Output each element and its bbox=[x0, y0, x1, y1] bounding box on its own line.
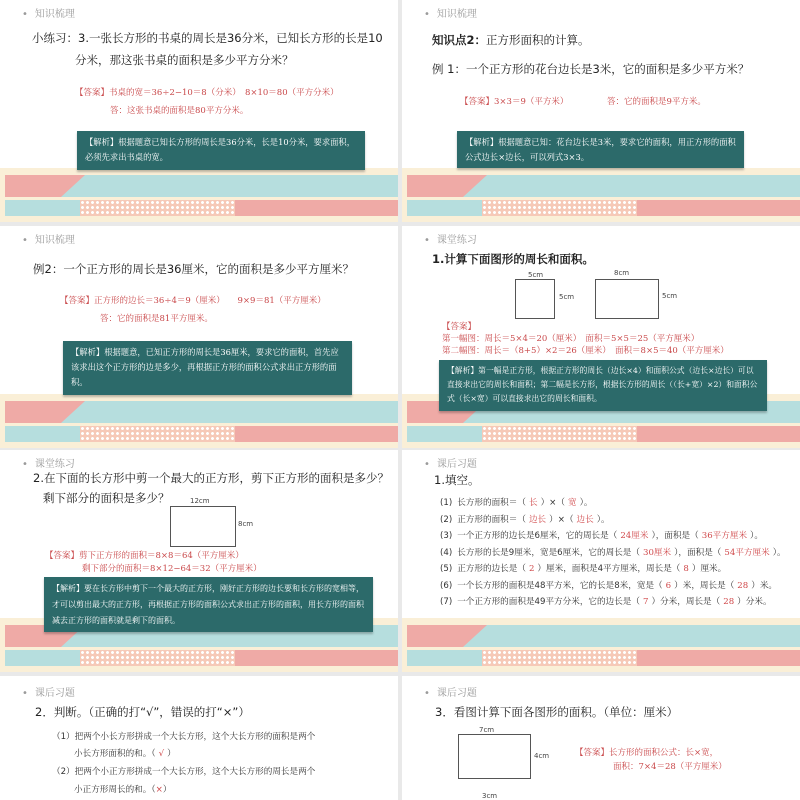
rectangle-figure bbox=[458, 734, 531, 779]
exercise-title: 2．判断。（正确的打“√”，错误的打“×”） bbox=[35, 705, 250, 719]
fill-answer: 边长 bbox=[528, 514, 547, 525]
fill-answer: 24厘米 bbox=[620, 531, 649, 541]
example-question: 例2：一个正方形的周长是36厘米，它的面积是多少平方厘米？ bbox=[33, 262, 354, 276]
analysis-box: 【解析】第一幅是正方形，根据正方形的周长（边长×4）和面积公式（边长×边长）可以直接求出它的周长和面积；第二幅是长方形，根据长方形的周长（（长+宽）×2）和面积公式（长×宽）可以直接求出它的周长和面积。 bbox=[439, 360, 767, 411]
exercise-title: 3．看图计算下面各图形的面积。（单位：厘米） bbox=[435, 705, 679, 719]
fill-text: 正方形的边长是（ bbox=[457, 564, 526, 574]
fill-text: ）厘米。 bbox=[691, 564, 727, 574]
answer-line-1: 【答案】书桌的宽＝36÷2−10＝8（分米） 8×10＝80（平方分米） bbox=[75, 88, 339, 98]
bullet-icon: • bbox=[424, 235, 430, 246]
fill-text: 一个长方形的面积是48平方米，它的长是8米，宽是（ bbox=[457, 580, 663, 591]
section-label: 课堂练习 bbox=[436, 235, 477, 246]
item-number: (1) bbox=[440, 498, 453, 508]
fill-blank-item bbox=[440, 513, 610, 525]
analysis-box: 【解析】根据题意已知长方形的周长是36分米，长是10分米，要求面积，必须先求出书桌的宽。 bbox=[77, 131, 365, 170]
section-header bbox=[22, 231, 75, 246]
figure-2-top-label: 3cm bbox=[482, 792, 498, 800]
judge-answer-check: √ bbox=[158, 749, 165, 759]
item-number: (7) bbox=[440, 597, 453, 607]
fill-text: 正方形的面积＝（ bbox=[457, 514, 526, 525]
answer-line-1: 【答案】长方形的面积公式：长×宽， bbox=[575, 748, 719, 758]
bullet-icon: • bbox=[424, 9, 430, 20]
item-number: (3) bbox=[440, 531, 453, 541]
fill-text: ）。 bbox=[579, 498, 593, 508]
analysis-box: 【解析】根据题意，已知正方形的周长是36厘米，要求它的面积，首先应该求出这个正方形的边是多少，再根据正方形的面积公式求出正方形的面积。 bbox=[63, 341, 352, 395]
footer-decoration bbox=[402, 618, 800, 672]
figure-side-label: 4cm bbox=[534, 752, 550, 760]
fill-text: 长方形的长是9厘米，宽是6厘米，它的周长是（ bbox=[457, 547, 640, 558]
slide-3[interactable] bbox=[0, 226, 398, 448]
rectangle-figure bbox=[170, 506, 236, 547]
bullet-icon: • bbox=[22, 459, 28, 470]
figure-top-label: 12cm bbox=[190, 497, 210, 505]
fill-text: 一个正方形的边长是6厘米，它的周长是（ bbox=[457, 531, 618, 541]
judge-item-1-line-2 bbox=[74, 747, 176, 759]
fill-text: ）。 bbox=[596, 514, 610, 525]
judge-item-2-line-2 bbox=[74, 783, 171, 795]
fill-text: ）分米。 bbox=[737, 597, 772, 607]
figure-2-side-label: 5cm bbox=[662, 292, 678, 300]
section-header bbox=[424, 684, 477, 699]
fill-answer: 28 bbox=[737, 580, 749, 591]
answer-line-1: 【答案】3×3＝9（平方米） bbox=[460, 97, 569, 107]
fill-text: 一个正方形的面积是49平方分米，它的边长是（ bbox=[457, 597, 640, 607]
answer-label: 【答案】 bbox=[442, 322, 477, 332]
figure-2-top-label: 8cm bbox=[614, 269, 630, 277]
item-number: (6) bbox=[440, 580, 453, 591]
answer-line-2: 第二幅图：周长＝（8+5）×2＝26（厘米） 面积＝8×5＝40（平方厘米） bbox=[442, 346, 729, 356]
figure-1-top-label: 5cm bbox=[528, 271, 544, 279]
answer-line-2: 面积：7×4＝28（平方厘米） bbox=[613, 762, 727, 772]
section-label: 课后习题 bbox=[436, 688, 477, 699]
judge-item-1-line-1: （1）把两个小长方形拼成一个大长方形，这个大长方形的面积是两个 bbox=[52, 732, 316, 742]
section-header bbox=[22, 5, 75, 20]
answer-line-1: 【答案】剪下正方形的面积＝8×8＝64（平方厘米） bbox=[45, 551, 244, 561]
footer-decoration bbox=[0, 168, 398, 222]
fill-text: ）×（ bbox=[549, 514, 574, 525]
fill-answer: 边长 bbox=[576, 514, 594, 525]
question-line-2: 分米，那这张书桌的面积是多少平方分米？ bbox=[75, 53, 294, 67]
fill-text: ），面积是（ bbox=[674, 547, 722, 558]
fill-answer: 28 bbox=[723, 597, 735, 607]
answer-line-2: 答：它的面积是9平方米。 bbox=[607, 97, 706, 107]
figure-top-label: 7cm bbox=[479, 726, 495, 734]
analysis-box: 【解析】根据题意已知：花台边长是3米，要求它的面积，用正方形的面积公式边长×边长，可以列式3×3。 bbox=[457, 131, 744, 168]
fill-answer: 长 bbox=[528, 498, 538, 508]
fill-text: ），面积是（ bbox=[651, 531, 699, 541]
section-header bbox=[22, 684, 75, 699]
fill-answer: 6 bbox=[665, 580, 672, 591]
slide-8[interactable] bbox=[402, 676, 800, 800]
judge-text: 小正方形周长的和。（ bbox=[74, 785, 156, 795]
section-header bbox=[424, 5, 477, 20]
question-line-1: 2.在下面的长方形中剪一个最大的正方形，剪下正方形的面积是多少？ bbox=[33, 471, 389, 485]
fill-text: ）×（ bbox=[540, 498, 565, 508]
exercise-title: 1.计算下面图形的周长和面积。 bbox=[432, 252, 594, 266]
question-line-2: 剩下部分的面积是多少？ bbox=[43, 491, 170, 505]
slide-1[interactable] bbox=[0, 0, 398, 222]
question-line-1: 小练习：3.一张长方形的书桌的周长是36分米，已知长方形的长是10 bbox=[32, 31, 383, 45]
item-number: (2) bbox=[440, 514, 453, 525]
bullet-icon: • bbox=[22, 688, 28, 699]
exercise-title: 1.填空。 bbox=[434, 473, 480, 487]
item-number: (4) bbox=[440, 547, 453, 558]
section-label: 课后习题 bbox=[34, 688, 75, 699]
fill-blank-item bbox=[440, 546, 786, 558]
fill-text: 长方形的面积＝（ bbox=[457, 498, 526, 508]
section-label: 课后习题 bbox=[436, 459, 477, 470]
fill-blank-item bbox=[440, 562, 726, 574]
slide-5[interactable] bbox=[0, 450, 398, 672]
slide-2[interactable] bbox=[402, 0, 800, 222]
section-label: 知识梳理 bbox=[436, 9, 477, 20]
rectangle-figure bbox=[595, 279, 659, 319]
fill-text: ）米。 bbox=[751, 580, 778, 591]
fill-answer: 36平方厘米 bbox=[701, 531, 748, 541]
judge-text: ） bbox=[167, 749, 176, 759]
answer-line-2: 答：这张书桌的面积是80平方分米。 bbox=[110, 106, 249, 116]
section-header bbox=[22, 455, 75, 470]
fill-text: ）。 bbox=[772, 547, 786, 558]
slide-6[interactable] bbox=[402, 450, 800, 672]
fill-text: ）分米，周长是（ bbox=[651, 597, 721, 607]
fill-text: ）米，周长是（ bbox=[674, 580, 735, 591]
answer-line-2: 答：它的面积是81平方厘米。 bbox=[100, 314, 213, 324]
fill-answer: 7 bbox=[643, 597, 649, 607]
analysis-box: 【解析】要在长方形中剪下一个最大的正方形，刚好正方形的边长要和长方形的宽相等，才可以剪出最大的正方形，再根据正方形的面积公式求出正方形的面积，用长方形的面积减去正方形的面积就是剩下的面积。 bbox=[44, 577, 373, 632]
judge-text: 小长方形面积的和。（ bbox=[74, 749, 156, 759]
slide-4[interactable] bbox=[402, 226, 800, 448]
figure-1-side-label: 5cm bbox=[559, 293, 575, 301]
judge-text: ） bbox=[162, 785, 172, 795]
slide-7[interactable] bbox=[0, 676, 398, 800]
section-label: 课堂练习 bbox=[34, 459, 75, 470]
point-text: 正方形面积的计算。 bbox=[486, 33, 590, 47]
section-label: 知识梳理 bbox=[34, 235, 75, 246]
fill-text: ）。 bbox=[750, 531, 763, 541]
judge-item-2-line-1: （2）把两个小正方形拼成一个大长方形，这个大长方形的周长是两个 bbox=[52, 767, 316, 777]
section-header bbox=[424, 455, 477, 470]
square-figure bbox=[515, 279, 555, 319]
bullet-icon: • bbox=[424, 459, 430, 470]
answer-line-1: 【答案】正方形的边长＝36÷4＝9（厘米） 9×9＝81（平方厘米） bbox=[60, 296, 326, 306]
fill-answer: 54平方厘米 bbox=[724, 547, 770, 558]
fill-text: ）厘米，面积是4平方厘米，周长是（ bbox=[537, 564, 681, 574]
footer-decoration bbox=[402, 168, 800, 222]
fill-blank-item bbox=[440, 579, 777, 591]
footer-decoration bbox=[0, 394, 398, 448]
knowledge-point bbox=[432, 32, 590, 48]
fill-answer: 8 bbox=[683, 564, 689, 574]
fill-blank-item bbox=[440, 496, 592, 508]
example-question: 例 1：一个正方形的花台边长是3米，它的面积是多少平方米？ bbox=[432, 62, 750, 76]
bullet-icon: • bbox=[22, 9, 28, 20]
section-label: 知识梳理 bbox=[34, 9, 75, 20]
fill-blank-item bbox=[440, 595, 772, 607]
fill-blank-item bbox=[440, 529, 763, 541]
fill-answer: 30厘米 bbox=[643, 547, 672, 558]
answer-line-2: 剩下部分的面积＝8×12−64＝32（平方厘米） bbox=[82, 564, 262, 574]
bullet-icon: • bbox=[424, 688, 430, 699]
fill-answer: 2 bbox=[528, 564, 535, 574]
figure-side-label: 8cm bbox=[238, 520, 254, 528]
item-number: (5) bbox=[440, 564, 453, 574]
point-label: 知识点2： bbox=[432, 33, 487, 47]
answer-line-1: 第一幅图：周长＝5×4＝20（厘米） 面积＝5×5＝25（平方厘米） bbox=[442, 334, 700, 344]
judge-answer-cross: × bbox=[155, 785, 163, 795]
section-header bbox=[424, 231, 477, 246]
fill-answer: 宽 bbox=[567, 498, 577, 508]
bullet-icon: • bbox=[22, 235, 28, 246]
